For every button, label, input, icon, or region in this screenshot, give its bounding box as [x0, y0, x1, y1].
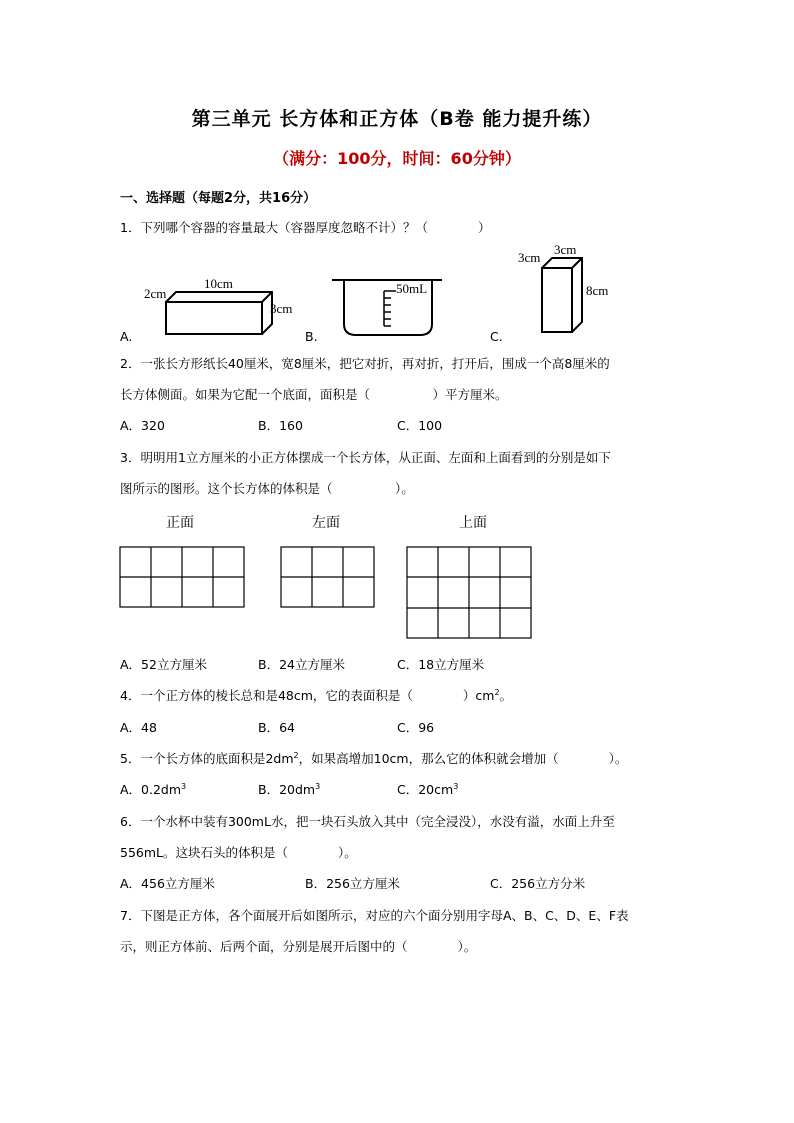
question-5-text: [120, 749, 627, 767]
question-7-line2: 示，则正方体前、后两个面，分别是展开后图中的（ ）。: [120, 939, 477, 954]
figure-c-top-right: 3cm: [554, 242, 577, 257]
q3-option-b[interactable]: B．24立方厘米: [258, 657, 345, 672]
figure-c-top-left: 3cm: [518, 250, 541, 265]
q6-option-c[interactable]: C．256立方分米: [490, 876, 586, 891]
q5-option-b-sup: 3: [315, 781, 321, 791]
section-heading: 一、选择题（每题2分，共16分）: [120, 191, 317, 206]
q6-option-b[interactable]: B．256立方厘米: [305, 876, 400, 891]
question-5-part-a: 5．一个长方体的底面积是2dm: [120, 751, 294, 766]
question-3-line2: 图所示的图形。这个长方体的体积是（ ）。: [120, 481, 414, 496]
q5-option-b-base: B．20dm: [258, 782, 316, 797]
q2-option-b[interactable]: B．160: [258, 418, 303, 433]
question-4-text: [120, 686, 512, 704]
page-title: 第三单元 长方体和正方体（B卷 能力提升练）: [191, 108, 603, 130]
view-label-top: 上面: [459, 515, 487, 531]
page-subtitle: （满分：100分，时间：60分钟）: [273, 149, 521, 168]
left-view-grid: [281, 547, 374, 607]
question-1-text: 1．下列哪个容器的容量最大（容器厚度忽略不计）？（ ）: [120, 220, 491, 235]
question-2-line2: 长方体侧面。如果为它配一个底面，面积是（ ）平方厘米。: [120, 387, 508, 402]
figure-a-width: 2cm: [144, 286, 167, 301]
q5-option-c-sup: 3: [453, 781, 459, 791]
question-3-line1: 3．明明用1立方厘米的小正方体摆成一个长方体，从正面、左面和上面看到的分别是如下: [120, 450, 611, 465]
q3-option-c[interactable]: C．18立方厘米: [397, 657, 485, 672]
figure-a-height: 3cm: [270, 301, 293, 316]
figure-c-cuboid: [518, 242, 608, 332]
q5-option-a-sup: 3: [181, 781, 187, 791]
question-4-main: 4．一个正方体的棱长总和是48cm，它的表面积是（ ）cm: [120, 688, 495, 703]
question-4-end: 。: [499, 688, 513, 703]
question-3-view-grids: [118, 545, 538, 641]
question-4-unit-sup: 2: [494, 687, 500, 697]
q5-option-c[interactable]: [397, 780, 458, 798]
question-6-line1: 6．一个水杯中装有300mL水，把一块石头放入其中（完全浸没），水没有溢，水面上升至: [120, 814, 615, 829]
q5-option-c-base: C．20cm: [397, 782, 454, 797]
question-5-part-b: ，如果高增加10cm，那么它的体积就会增加（ ）。: [298, 751, 628, 766]
q6-option-a[interactable]: A．456立方厘米: [120, 876, 215, 891]
figure-a-cuboid: [144, 276, 292, 334]
question-1-figures: [120, 240, 640, 346]
q4-option-c[interactable]: C．96: [397, 720, 435, 735]
question-2-line1: 2．一张长方形纸长40厘米，宽8厘米，把它对折，再对折，打开后，围成一个高8厘米的: [120, 356, 610, 371]
q2-option-c[interactable]: C．100: [397, 418, 443, 433]
question-5-sup: 2: [293, 750, 299, 760]
q4-option-a[interactable]: A．48: [120, 720, 157, 735]
q1-option-b[interactable]: B.: [305, 329, 318, 344]
q2-option-a[interactable]: A．320: [120, 418, 165, 433]
top-view-grid: [407, 547, 531, 638]
figure-a-length: 10cm: [204, 276, 233, 291]
q5-option-a-base: A．0.2dm: [120, 782, 182, 797]
q5-option-a[interactable]: [120, 780, 186, 798]
q1-option-a[interactable]: A.: [120, 329, 133, 344]
q4-option-b[interactable]: B．64: [258, 720, 295, 735]
q5-option-b[interactable]: [258, 780, 320, 798]
figure-b-volume: 50mL: [396, 281, 428, 296]
question-6-line2: 556mL。这块石头的体积是（ ）。: [120, 845, 357, 860]
view-label-left: 左面: [312, 515, 340, 531]
q3-option-a[interactable]: A．52立方厘米: [120, 657, 207, 672]
view-label-front: 正面: [166, 515, 194, 531]
figure-c-height: 8cm: [586, 283, 609, 298]
question-7-line1: 7．下图是正方体，各个面展开后如图所示，对应的六个面分别用字母A、B、C、D、E、F表: [120, 908, 629, 923]
figure-b-beaker: [332, 280, 442, 335]
q1-option-c[interactable]: C.: [490, 329, 503, 344]
front-view-grid: [120, 547, 244, 607]
